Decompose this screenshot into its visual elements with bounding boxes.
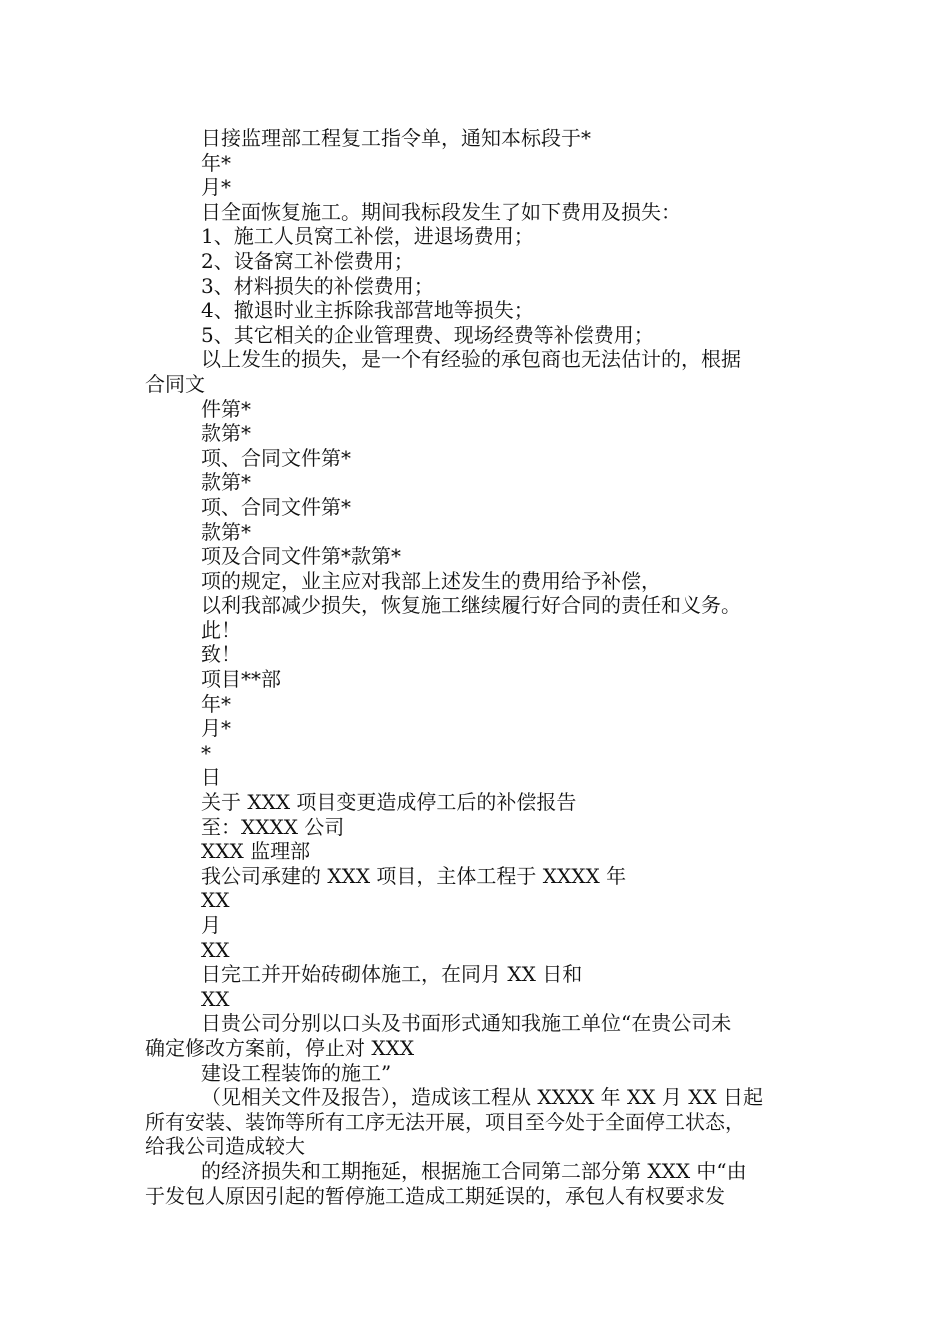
text-line: 月* (201, 175, 231, 200)
list-item: 3、材料损失的补偿费用； (201, 273, 434, 298)
text-line: 此！ (201, 617, 241, 642)
list-item: 4、撤退时业主拆除我部营地等损失； (201, 298, 534, 323)
text-line: 于发包人原因引起的暂停施工造成工期延误的，承包人有权要求发 (145, 1183, 725, 1208)
text-line: 日接监理部工程复工指令单，通知本标段于* (201, 126, 591, 150)
text-line: 款第* (201, 421, 251, 446)
recipient-line: XXX 监理部 (201, 839, 311, 864)
text-line: 的经济损失和工期拖延，根据施工合同第二部分第 XXX 中“由 (201, 1158, 747, 1183)
document-body (145, 126, 810, 1208)
text-line: XX (201, 986, 230, 1011)
text-line: 日全面恢复施工。期间我标段发生了如下费用及损失： (201, 199, 681, 224)
text-line: 致！ (201, 642, 241, 667)
text-line: （见相关文件及报告），造成该工程从 XXXX 年 XX 月 XX 日起 (201, 1085, 764, 1110)
text-line: 项、合同文件第* (201, 494, 351, 519)
date-line: 日 (201, 765, 221, 790)
text-line: 我公司承建的 XXX 项目，主体工程于 XXXX 年 (201, 863, 627, 888)
text-line: 确定修改方案前，停止对 XXX (145, 1035, 415, 1060)
text-line: 以利我部减少损失，恢复施工继续履行好合同的责任和义务。 (201, 593, 741, 618)
date-line: * (201, 740, 211, 765)
text-line: 日完工并开始砖砌体施工，在同月 XX 日和 (201, 962, 583, 987)
date-line: 月* (201, 716, 231, 741)
text-line: 款第* (201, 470, 251, 495)
signature-line: 项目**部 (201, 667, 281, 692)
list-item: 5、其它相关的企业管理费、现场经费等补偿费用； (201, 322, 654, 347)
recipient-line: 至：XXXX 公司 (201, 814, 345, 839)
report-title: 关于 XXX 项目变更造成停工后的补偿报告 (201, 790, 577, 815)
text-line: 所有安装、装饰等所有工序无法开展，项目至今处于全面停工状态， (145, 1109, 745, 1134)
text-line: XX (201, 937, 230, 962)
text-line: 款第* (201, 519, 251, 544)
text-line: 项的规定，业主应对我部上述发生的费用给予补偿， (201, 568, 661, 593)
date-line: 年* (201, 691, 231, 716)
list-item: 1、施工人员窝工补偿，进退场费用； (201, 224, 534, 249)
text-line: 日贵公司分别以口头及书面形式通知我施工单位“在贵公司未 (201, 1011, 732, 1036)
text-line: 月 (201, 913, 221, 937)
text-line: 建设工程装饰的施工” (201, 1060, 392, 1085)
text-line: 给我公司造成较大 (145, 1134, 305, 1159)
text-line: 件第* (201, 396, 251, 421)
text-line: 年* (201, 150, 231, 175)
text-line: XX (201, 888, 230, 913)
list-item: 2、设备窝工补偿费用； (201, 248, 414, 273)
text-line: 项、合同文件第* (201, 445, 351, 470)
text-line: 合同文 (145, 371, 205, 396)
text-line: 项及合同文件第*款第* (201, 544, 401, 569)
text-line: 以上发生的损失，是一个有经验的承包商也无法估计的，根据 (201, 347, 741, 372)
